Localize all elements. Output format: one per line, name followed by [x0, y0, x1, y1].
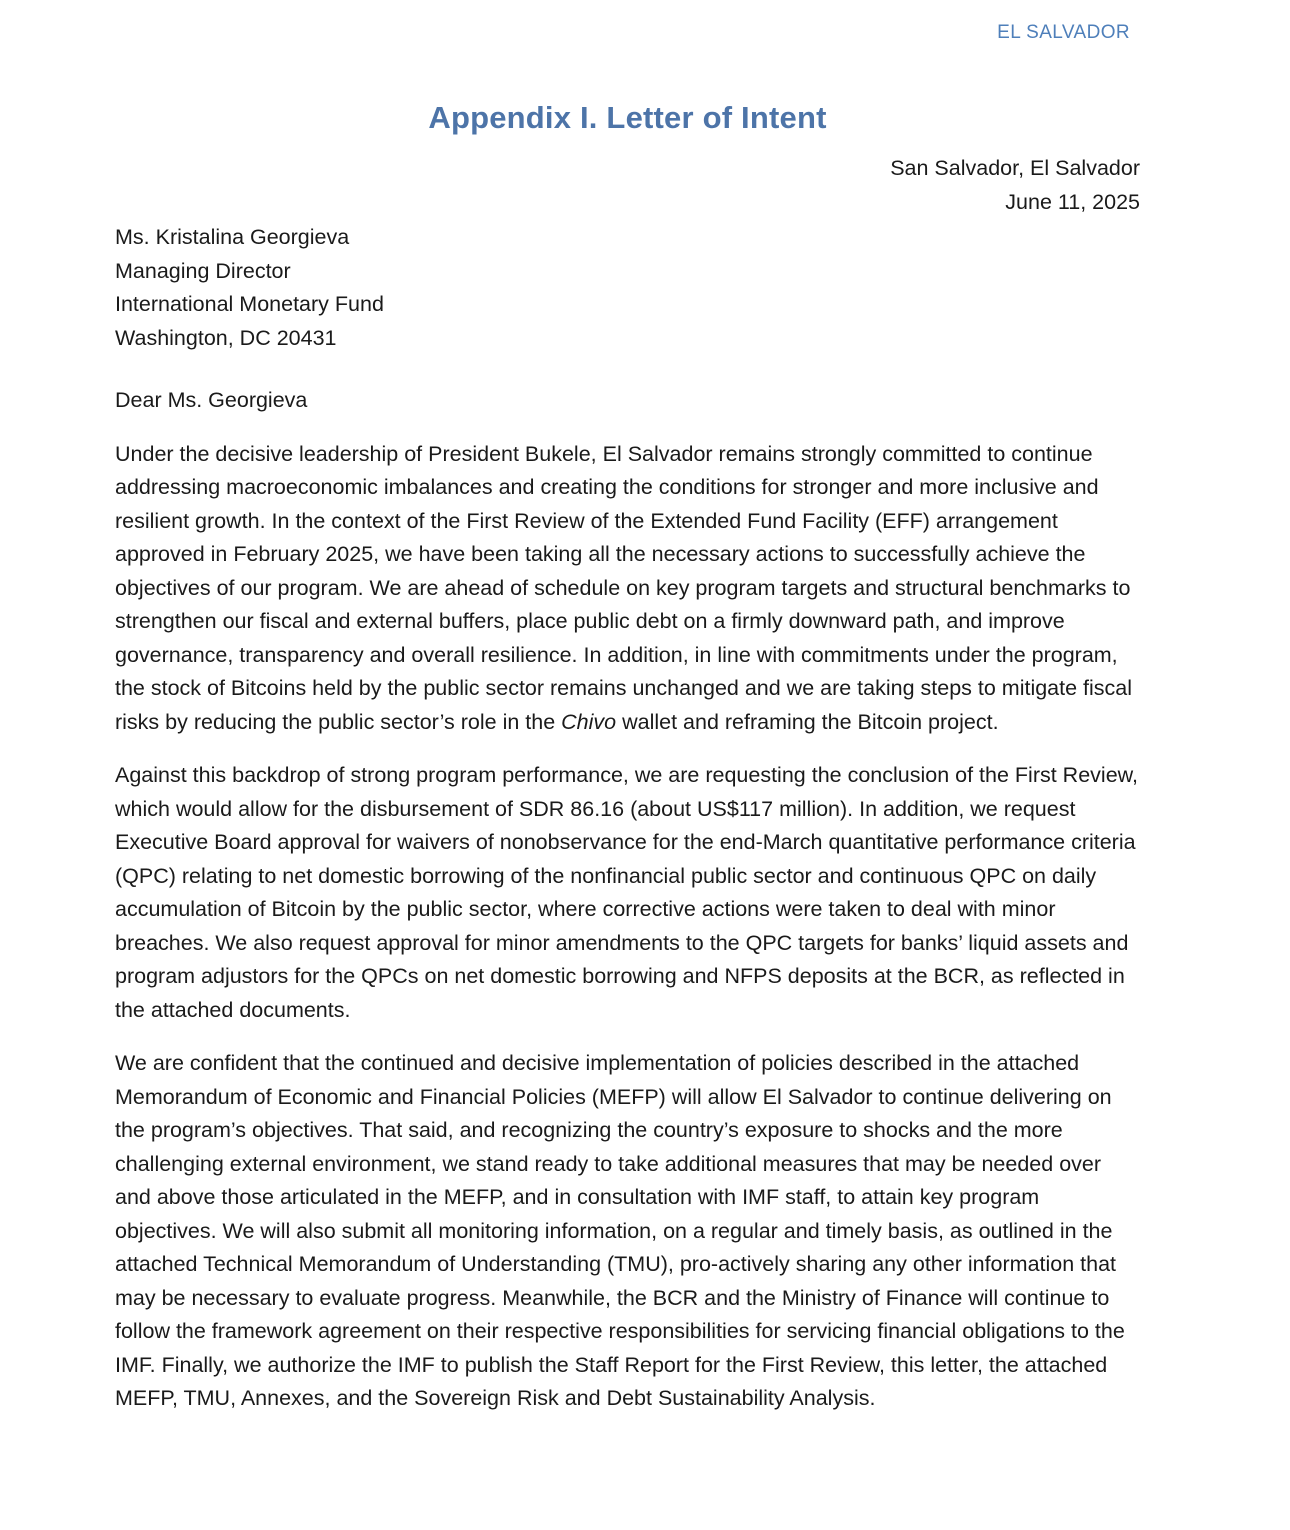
recipient-line: Managing Director — [115, 258, 291, 283]
text-segment: We are confident that the continued and decisive implementation of policies described in the attached Memorandum of Economic and Financial Policies (MEFP) will allow El Salvador to continue delivering on the program’s objectives. That said, and recognizing the country’s exposure to shocks and the more challenging external environment, we stand ready to take additional measures that may be needed over and above those articulated in the MEFP, and in consultation with IMF staff, to attain key program objectives. We will also submit all monitoring information, on a regular and timely basis, as outlined in the attached Technical Memorandum of Understanding (TMU), pro-actively sharing any other information that may be necessary to evaluate progress. Meanwhile, the BCR and the Ministry of Finance will continue to follow the framework agreement on their respective responsibilities for servicing financial obligations to the IMF. Finally, we authorize the IMF to publish the Staff Report for the First Review, this letter, the attached MEFP, TMU, Annexes, and the Sovereign Risk and Debt Sustainability Analysis. — [115, 1051, 1125, 1410]
country-header: EL SALVADOR — [997, 22, 1130, 43]
text-segment: Against this backdrop of strong program performance, we are requesting the conclusion of the First Review, which would allow for the disbursement of SDR 86.16 (about US$117 million). In addition, we request Executive Board approval for waivers of nonobservance for the end-March quantitative performance criteria (QPC) relating to net domestic borrowing of the nonfinancial public sector and continuous QPC on daily accumulation of Bitcoin by the public sector, where corrective actions were taken to deal with minor breaches. We also request approval for minor amendments to the QPC targets for banks’ liquid assets and program adjustors for the QPCs on net domestic borrowing and NFPS deposits at the BCR, as reflected in the attached documents. — [115, 763, 1138, 1022]
page-title: Appendix I. Letter of Intent — [428, 100, 827, 135]
text-segment: wallet and reframing the Bitcoin project. — [616, 709, 999, 734]
recipient-line: International Monetary Fund — [115, 292, 384, 316]
italic-text-segment: Chivo — [561, 709, 617, 734]
letter-paragraph — [115, 759, 1140, 1027]
dateline-date: June 11, 2025 — [1005, 189, 1140, 214]
recipient-line: Washington, DC 20431 — [115, 325, 337, 350]
text-segment: Under the decisive leadership of President Bukele, El Salvador remains strongly committed to continue addressing macroeconomic imbalances and creating the conditions for stronger and more inclusive and resilient growth. In the context of the First Review of the Extended Fund Facility (EFF) arrangement approved in February 2025, we have been taking all the necessary actions to successfully achieve the objectives of our program. We are ahead of schedule on key program targets and structural benchmarks to strengthen our fiscal and external buffers, place public debt on a firmly downward path, and improve governance, transparency and overall resilience. In addition, in line with commitments under the program, the stock of Bitcoins held by the public sector remains unchanged and we are taking steps to mitigate fiscal risks by reducing the public sector’s role in the — [115, 441, 1133, 734]
letter-paragraph — [115, 1047, 1140, 1416]
recipient-block — [115, 221, 1140, 355]
dateline-place: San Salvador, El Salvador — [890, 156, 1140, 180]
letter-body — [115, 438, 1140, 1416]
recipient-line: Ms. Kristalina Georgieva — [115, 225, 350, 249]
letter-paragraph — [115, 438, 1140, 740]
salutation: Dear Ms. Georgieva — [115, 388, 308, 412]
dateline — [115, 152, 1140, 219]
